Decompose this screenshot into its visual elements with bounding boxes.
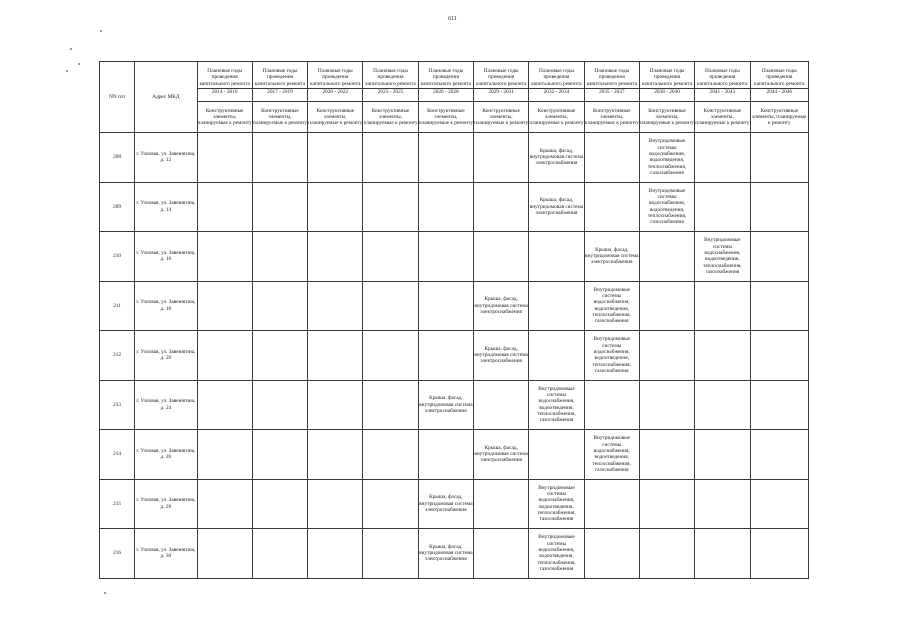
row-number: 211 bbox=[100, 281, 135, 331]
repair-elements-cell: Внутридомовые системы водоснабжения, водоотведения, теплоснабжения, газоснабжения bbox=[695, 232, 750, 282]
repair-elements-cell bbox=[639, 281, 694, 331]
header-elements: Конструктивные элементы, планируемые к ремонту bbox=[529, 102, 584, 133]
repair-elements-cell: Внутридомовые системы водоснабжения, водоотведения, теплоснабжения, газоснабжения bbox=[529, 529, 584, 579]
table-row bbox=[100, 331, 809, 381]
scan-speck bbox=[100, 30, 102, 32]
repair-elements-cell bbox=[639, 479, 694, 529]
repair-elements-cell bbox=[252, 430, 307, 480]
repair-elements-cell bbox=[639, 430, 694, 480]
table-row bbox=[100, 479, 809, 529]
repair-elements-cell bbox=[197, 133, 252, 183]
table-row bbox=[100, 133, 809, 183]
scan-speck bbox=[70, 48, 72, 50]
header-period: Плановые годы проведения капитального ремонта 2023 - 2025 bbox=[363, 62, 418, 102]
repair-elements-cell: Крыша, фасад, внутридомовая система электроснабжения bbox=[418, 479, 473, 529]
page-number: 611 bbox=[448, 16, 457, 22]
repair-elements-cell bbox=[252, 182, 307, 232]
header-period: Плановые годы проведения капитального ремонта 2017 - 2019 bbox=[252, 62, 307, 102]
repair-elements-cell bbox=[639, 232, 694, 282]
repair-elements-cell bbox=[750, 182, 809, 232]
repair-elements-cell bbox=[529, 430, 584, 480]
header-period: Плановые годы проведения капитального ремонта 2038 - 2040 bbox=[639, 62, 694, 102]
repair-elements-cell bbox=[252, 133, 307, 183]
repair-elements-cell bbox=[252, 232, 307, 282]
repair-elements-cell bbox=[418, 281, 473, 331]
repair-elements-cell bbox=[418, 232, 473, 282]
repair-elements-cell bbox=[474, 133, 529, 183]
repair-elements-cell bbox=[695, 479, 750, 529]
repair-elements-cell bbox=[197, 430, 252, 480]
header-elements: Конструктивные элементы, планируемые к ремонту bbox=[474, 102, 529, 133]
repair-elements-cell bbox=[639, 331, 694, 381]
table-body bbox=[100, 133, 809, 579]
repair-elements-cell bbox=[750, 430, 809, 480]
table-row bbox=[100, 281, 809, 331]
header-period: Плановые годы проведения капитального ремонта 2020 - 2022 bbox=[308, 62, 363, 102]
repair-elements-cell bbox=[308, 182, 363, 232]
row-address: г. Узловая, ул. Завенягина, д. 20 bbox=[135, 331, 197, 381]
header-row-periods bbox=[100, 62, 809, 102]
repair-elements-cell bbox=[252, 380, 307, 430]
repair-elements-cell bbox=[308, 479, 363, 529]
repair-elements-cell: Внутридомовые системы водоснабжения, водоотведения, теплоснабжения, газоснабжения bbox=[639, 182, 694, 232]
row-address: г. Узловая, ул. Завенягина, д. 28 bbox=[135, 479, 197, 529]
repair-elements-cell bbox=[418, 331, 473, 381]
header-period: Плановые годы проведения капитального ремонта 2029 - 2031 bbox=[474, 62, 529, 102]
repair-elements-cell bbox=[529, 331, 584, 381]
repair-elements-cell: Внутридомовые системы водоснабжения, водоотведения, теплоснабжения, газоснабжения bbox=[639, 133, 694, 183]
repair-elements-cell bbox=[584, 133, 639, 183]
row-number: 208 bbox=[100, 133, 135, 183]
header-elements: Конструктивные элементы, планируемые к ремонту bbox=[197, 102, 252, 133]
repair-elements-cell bbox=[308, 529, 363, 579]
repair-elements-cell bbox=[584, 479, 639, 529]
row-number: 210 bbox=[100, 232, 135, 282]
repair-elements-cell bbox=[418, 182, 473, 232]
repair-elements-cell bbox=[363, 331, 418, 381]
repair-elements-cell bbox=[363, 380, 418, 430]
table-row bbox=[100, 182, 809, 232]
repair-elements-cell bbox=[363, 232, 418, 282]
repair-elements-cell bbox=[474, 380, 529, 430]
repair-elements-cell bbox=[418, 133, 473, 183]
repair-elements-cell bbox=[529, 232, 584, 282]
repair-elements-cell bbox=[252, 331, 307, 381]
header-period: Плановые годы проведения капитального ремонта 2032 - 2034 bbox=[529, 62, 584, 102]
repair-elements-cell bbox=[750, 232, 809, 282]
repair-elements-cell bbox=[529, 281, 584, 331]
repair-elements-cell: Внутридомовые системы водоснабжения, водоотведения, теплоснабжения, газоснабжения bbox=[584, 331, 639, 381]
repair-elements-cell bbox=[197, 232, 252, 282]
header-elements: Конструктивные элементы, планируемые к ремонту bbox=[252, 102, 307, 133]
table-row bbox=[100, 380, 809, 430]
row-number: 215 bbox=[100, 479, 135, 529]
repair-elements-cell bbox=[308, 133, 363, 183]
row-address: г. Узловая, ул. Завенягина, д. 30 bbox=[135, 529, 197, 579]
repair-elements-cell bbox=[750, 281, 809, 331]
repair-elements-cell: Внутридомовые системы водоснабжения, водоотведения, теплоснабжения, газоснабжения bbox=[584, 281, 639, 331]
repair-elements-cell bbox=[197, 331, 252, 381]
repair-elements-cell bbox=[750, 331, 809, 381]
repair-elements-cell bbox=[197, 182, 252, 232]
repair-elements-cell bbox=[695, 281, 750, 331]
repair-elements-cell bbox=[750, 529, 809, 579]
repair-elements-cell: Крыша, фасад, внутридомовая система электроснабжения bbox=[529, 133, 584, 183]
repair-elements-cell bbox=[363, 133, 418, 183]
repair-elements-cell bbox=[363, 529, 418, 579]
repair-elements-cell bbox=[750, 479, 809, 529]
header-elements: Конструктивные элементы, планируемые к ремонту bbox=[308, 102, 363, 133]
header-elements: Конструктивные элементы, планируемые к ремонту bbox=[584, 102, 639, 133]
header-num: NN п/п bbox=[100, 62, 135, 133]
scan-speck bbox=[66, 70, 68, 72]
repair-elements-cell bbox=[474, 479, 529, 529]
header-address: Адрес МКД bbox=[135, 62, 197, 133]
repair-elements-cell: Крыша, фасад, внутридомовая система электроснабжения bbox=[529, 182, 584, 232]
repair-elements-cell bbox=[252, 529, 307, 579]
repair-elements-cell bbox=[474, 232, 529, 282]
repair-elements-cell bbox=[639, 529, 694, 579]
repair-elements-cell bbox=[750, 133, 809, 183]
repair-elements-cell: Внутридомовые системы водоснабжения, водоотведения, теплоснабжения, газоснабжения bbox=[584, 430, 639, 480]
repair-elements-cell bbox=[695, 331, 750, 381]
repair-elements-cell bbox=[363, 430, 418, 480]
repair-elements-cell bbox=[584, 529, 639, 579]
row-number: 216 bbox=[100, 529, 135, 579]
scan-speck bbox=[78, 63, 80, 65]
repair-elements-cell: Крыша, фасад, внутридомовая система электроснабжения bbox=[584, 232, 639, 282]
header-period: Плановые годы проведения капитального ремонта 2026 - 2028 bbox=[418, 62, 473, 102]
repair-elements-cell bbox=[197, 281, 252, 331]
repair-elements-cell bbox=[363, 479, 418, 529]
row-number: 209 bbox=[100, 182, 135, 232]
row-address: г. Узловая, ул. Завенягина, д. 24 bbox=[135, 380, 197, 430]
repair-elements-cell bbox=[474, 182, 529, 232]
repair-elements-cell bbox=[418, 430, 473, 480]
repair-elements-cell bbox=[695, 133, 750, 183]
repair-elements-cell: Крыша, фасад, внутридомовая система электроснабжения bbox=[418, 529, 473, 579]
repair-elements-cell bbox=[308, 430, 363, 480]
header-elements: Конструктивные элементы, планируемые к ремонту bbox=[695, 102, 750, 133]
repair-elements-cell: Крыша, фасад, внутридомовая система электроснабжения bbox=[474, 331, 529, 381]
repair-elements-cell bbox=[197, 380, 252, 430]
repair-elements-cell bbox=[695, 430, 750, 480]
repair-elements-cell bbox=[252, 479, 307, 529]
repair-elements-cell bbox=[695, 182, 750, 232]
header-period: Плановые годы проведения капитального ремонта 2041 - 2043 bbox=[695, 62, 750, 102]
header-elements: Конструктивные элементы, планируемые к ремонту bbox=[363, 102, 418, 133]
repair-elements-cell bbox=[474, 529, 529, 579]
repair-elements-cell bbox=[363, 281, 418, 331]
repair-elements-cell: Крыша, фасад, внутридомовая система электроснабжения bbox=[474, 430, 529, 480]
repair-elements-cell bbox=[584, 182, 639, 232]
header-period: Плановые годы проведения капитального ремонта 2014 - 2016 bbox=[197, 62, 252, 102]
header-elements: Конструктивные элементы, планируемые к ремонту bbox=[639, 102, 694, 133]
repair-elements-cell bbox=[750, 380, 809, 430]
row-address: г. Узловая, ул. Завенягина, д. 12 bbox=[135, 133, 197, 183]
repair-elements-cell bbox=[197, 529, 252, 579]
repair-elements-cell bbox=[252, 281, 307, 331]
repair-elements-cell bbox=[308, 232, 363, 282]
repair-elements-cell bbox=[695, 529, 750, 579]
repair-elements-cell bbox=[363, 182, 418, 232]
header-period: Плановые годы проведения капитального ремонта 2044 - 2046 bbox=[750, 62, 809, 102]
repair-elements-cell bbox=[308, 380, 363, 430]
repair-elements-cell: Крыша, фасад, внутридомовая система электроснабжения bbox=[474, 281, 529, 331]
row-address: г. Узловая, ул. Завенягина, д. 18 bbox=[135, 281, 197, 331]
table-row bbox=[100, 529, 809, 579]
repair-elements-cell bbox=[584, 380, 639, 430]
row-number: 214 bbox=[100, 430, 135, 480]
row-address: г. Узловая, ул. Завенягина, д. 26 bbox=[135, 430, 197, 480]
row-number: 212 bbox=[100, 331, 135, 381]
header-period: Плановые годы проведения капитального ремонта 2035 - 2037 bbox=[584, 62, 639, 102]
table-row bbox=[100, 232, 809, 282]
repair-elements-cell bbox=[308, 331, 363, 381]
capital-repair-table bbox=[99, 61, 809, 579]
repair-elements-cell bbox=[695, 380, 750, 430]
header-row-elements bbox=[100, 102, 809, 133]
repair-elements-cell bbox=[308, 281, 363, 331]
repair-elements-cell: Внутридомовые системы водоснабжения, водоотведения, теплоснабжения, газоснабжения bbox=[529, 479, 584, 529]
row-address: г. Узловая, ул. Завенягина, д. 14 bbox=[135, 182, 197, 232]
table-row bbox=[100, 430, 809, 480]
row-address: г. Узловая, ул. Завенягина, д. 16 bbox=[135, 232, 197, 282]
row-number: 213 bbox=[100, 380, 135, 430]
repair-elements-cell bbox=[197, 479, 252, 529]
header-elements: Конструктивные элементы, планируемые к ремонту bbox=[750, 102, 809, 133]
repair-elements-cell bbox=[639, 380, 694, 430]
scan-speck bbox=[104, 592, 106, 594]
repair-elements-cell: Внутридомовые системы водоснабжения, водоотведения, теплоснабжения, газоснабжения bbox=[529, 380, 584, 430]
repair-elements-cell: Крыша, фасад, внутридомовая система электроснабжения bbox=[418, 380, 473, 430]
header-elements: Конструктивные элементы, планируемые к ремонту bbox=[418, 102, 473, 133]
